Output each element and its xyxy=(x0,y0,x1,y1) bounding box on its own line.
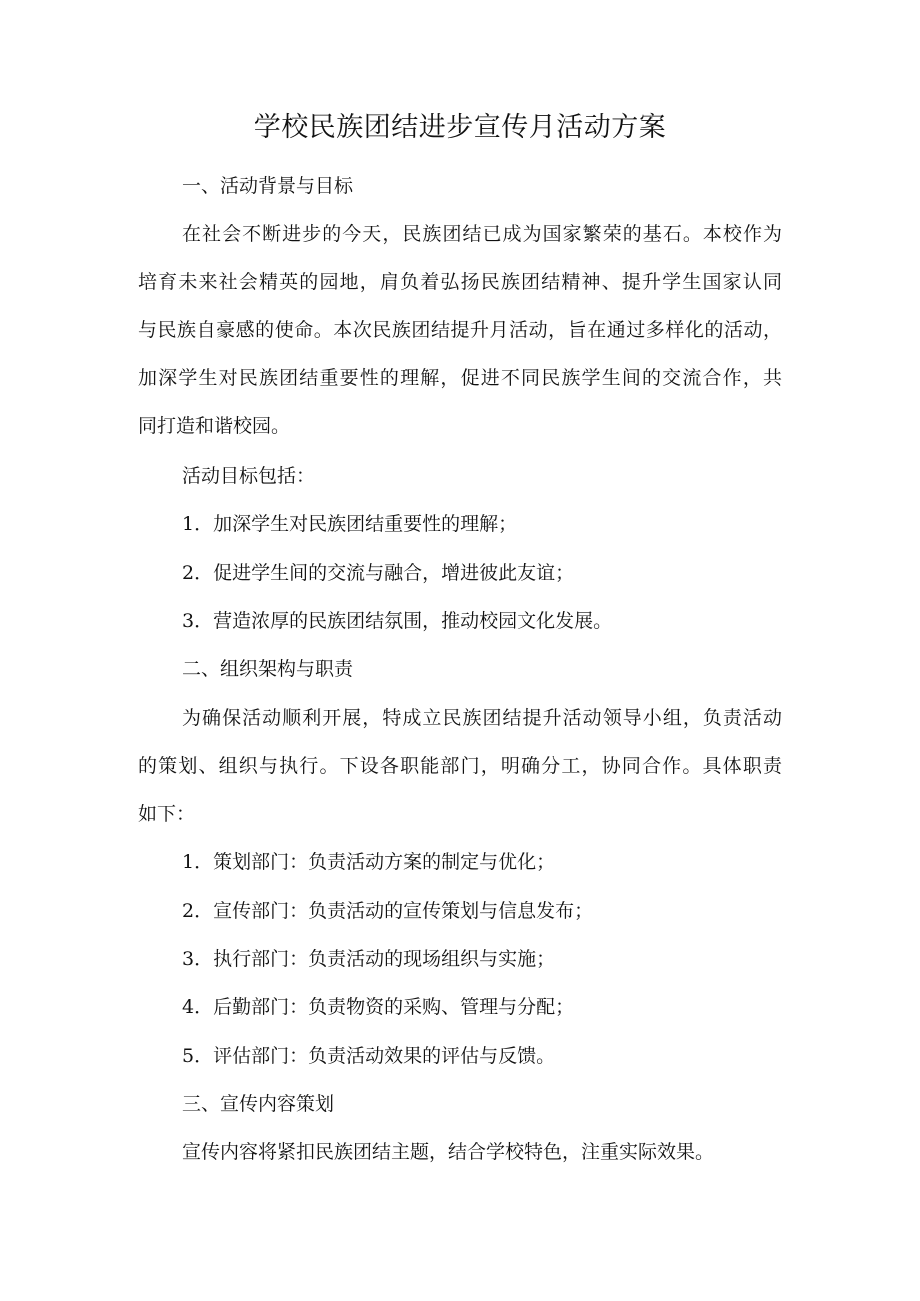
paragraph-line: 与民族自豪感的使命。本次民族团结提升月活动，旨在通过多样化的活动， xyxy=(138,319,782,341)
paragraph-line: 如下： xyxy=(138,803,196,825)
paragraph-line: 培育未来社会精英的园地，肩负着弘扬民族团结精神、提升学生国家认同 xyxy=(138,271,782,293)
paragraph-line: 加深学生对民族团结重要性的理解，促进不同民族学生间的交流合作，共 xyxy=(138,367,782,389)
paragraph-line: 宣传内容将紧扣民族团结主题，结合学校特色，注重实际效果。 xyxy=(182,1141,715,1163)
paragraph-line: 的策划、组织与执行。下设各职能部门，明确分工，协同合作。具体职责 xyxy=(138,755,782,777)
duty-item: 2．宣传部门：负责活动的宣传策划与信息发布； xyxy=(182,900,594,922)
section-heading-3: 三、宣传内容策划 xyxy=(182,1093,335,1115)
duty-item: 3．执行部门：负责活动的现场组织与实施； xyxy=(182,948,556,970)
duty-item: 1．策划部门：负责活动方案的制定与优化； xyxy=(182,851,556,873)
document-title: 学校民族团结进步宣传月活动方案 xyxy=(253,112,667,143)
goal-item: 1．加深学生对民族团结重要性的理解； xyxy=(182,513,518,535)
paragraph-line: 在社会不断进步的今天，民族团结已成为国家繁荣的基石。本校作为 xyxy=(182,223,782,245)
duty-item: 4．后勤部门：负责物资的采购、管理与分配； xyxy=(182,996,575,1018)
section-heading-1: 一、活动背景与目标 xyxy=(182,175,354,197)
paragraph-line: 同打造和谐校园。 xyxy=(138,415,291,437)
goals-intro: 活动目标包括： xyxy=(182,465,316,487)
goal-item: 2．促进学生间的交流与融合，增进彼此友谊； xyxy=(182,562,575,584)
duty-item: 5．评估部门：负责活动效果的评估与反馈。 xyxy=(182,1045,556,1067)
goal-item: 3．营造浓厚的民族团结氛围，推动校园文化发展。 xyxy=(182,610,613,632)
paragraph-line: 为确保活动顺利开展，特成立民族团结提升活动领导小组，负责活动 xyxy=(182,707,782,729)
section-heading-2: 二、组织架构与职责 xyxy=(182,658,354,680)
